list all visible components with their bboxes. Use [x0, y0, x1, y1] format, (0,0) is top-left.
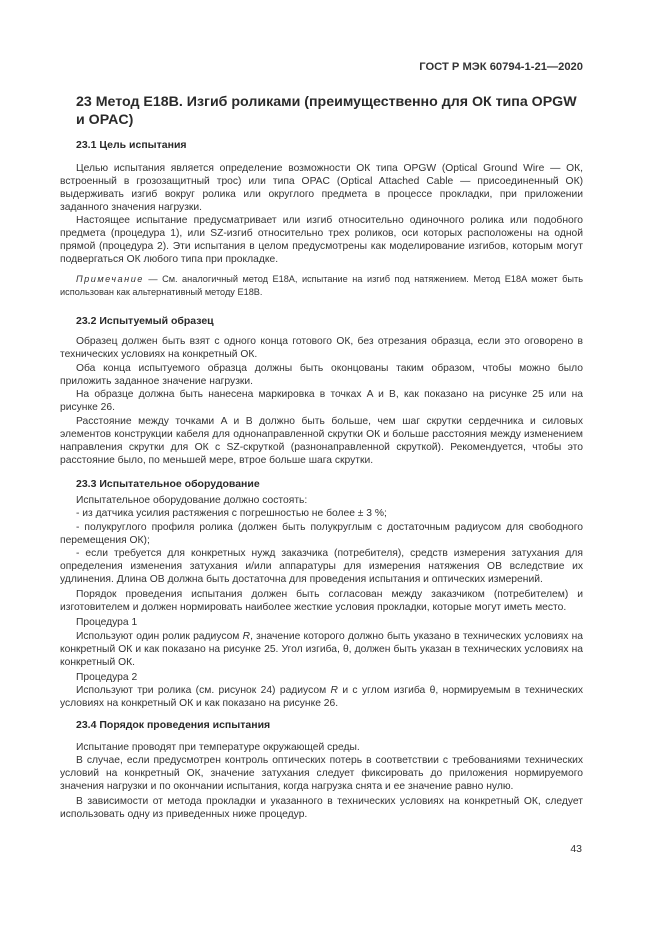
note-label: Примечание — [76, 274, 144, 284]
paragraph: Расстояние между точками A и B должно быть больше, чем шаг скрутки сердечника и силовых элементов конструкции кабеля для однонаправленной скрутки ОК и больше расстояния между изменением направления скрутки для ОК с SZ-скруткой (разнонаправленной скруткой). Рекомендуется, чтобы это расстояние было, по меньшей мере, втрое больше шага скрутки. — [60, 416, 583, 467]
paragraph: Образец должен быть взят с одного конца готового ОК, без отрезания образца, если это оговорено в технических условиях на конкретный ОК. — [60, 336, 583, 361]
list-item: - если требуется для конкретных нужд заказчика (потребителя), средств измерения затухания для определения изменения затухания и/или аппаратуры для измерения натяжения ОВ вследствие их удлинения. Длина ОВ должна быть достаточна для проведения испытания и оптических измерений. — [60, 548, 583, 586]
list-item: - полукруглого профиля ролика (должен быть полукруглым с достаточным радиусом для свободного перемещения ОК); — [60, 522, 583, 547]
procedure-2-label: Процедура 2 — [76, 672, 138, 683]
paragraph — [60, 684, 583, 710]
page-number: 43 — [570, 843, 582, 855]
section-title: 23 Метод E18B. Изгиб роликами (преимущественно для ОК типа OPGW и OPAC) — [76, 94, 577, 128]
paragraph: На образце должна быть нанесена маркировка в точках A и B, как показано на рисунке 25 или на рисунке 26. — [60, 389, 583, 414]
procedure-1-label: Процедура 1 — [76, 617, 138, 628]
subsection-heading-23-2: 23.2 Испытуемый образец — [76, 315, 214, 327]
radius-symbol: R — [242, 631, 251, 642]
paragraph: Испытательное оборудование должно состоять: — [76, 495, 308, 506]
document-header: ГОСТ Р МЭК 60794-1-21—2020 — [419, 61, 583, 73]
note-text: — См. аналогичный метод E18A, испытание на изгиб под натяжением. Метод E18A может быть использован как альтернативный методу E18B. — [60, 274, 583, 297]
subsection-heading-23-4: 23.4 Порядок проведения испытания — [76, 719, 271, 731]
paragraph — [60, 630, 583, 669]
paragraph: В зависимости от метода прокладки и указанного в технических условиях на конкретный ОК, следует использовать одну из приведенных ниже процедур. — [60, 796, 583, 821]
paragraph: Порядок проведения испытания должен быть согласован между заказчиком (потребителем) и изготовителем и должен нормировать наиболее жесткие условия прокладки, которые могут иметь место. — [60, 589, 583, 614]
paragraph: Целью испытания является определение возможности ОК типа OPGW (Optical Ground Wire — ОК, встроенный в грозозащитный трос) или типа OPAC (Optical Attached Cable — присоединенный ОК) выдерживать изгиб вокруг ролика или округлого предмета в процессе прокладки, при приложении заданного значения нагрузки. — [60, 163, 583, 214]
note — [60, 273, 583, 298]
radius-symbol: R — [330, 685, 338, 696]
subsection-heading-23-1: 23.1 Цель испытания — [76, 139, 187, 151]
text-run: , значение которого должно быть указано в технических условиях на конкретный ОК и как показано на рисунке 25. Угол изгиба, θ, должен быть указан в технических условиях на конкретный ОК. — [60, 631, 584, 669]
subsection-heading-23-3: 23.3 Испытательное оборудование — [76, 478, 260, 490]
text-run: и с углом изгиба θ, нормируемым в технических условиях на конкретный ОК и как показано на рисунке 26. — [60, 685, 583, 710]
text-run: Используют один ролик радиусом — [76, 631, 243, 642]
paragraph: В случае, если предусмотрен контроль оптических потерь в соответствии с требованиями технических условий на конкретный ОК, значение затухания следует фиксировать до приложения нормируемого значения нагрузки и по окончании испытания, когда нагрузка снята и ее значение равно нулю. — [60, 755, 583, 793]
paragraph: Испытание проводят при температуре окружающей среды. — [76, 742, 360, 753]
paragraph: Оба конца испытуемого образца должны быть оконцованы таким образом, чтобы можно было приложить заданное значение нагрузки. — [60, 363, 583, 388]
list-item: - из датчика усилия растяжения с погрешностью не более ± 3 %; — [76, 508, 387, 519]
text-run: Используют три ролика (см. рисунок 24) радиусом — [76, 685, 331, 696]
paragraph: Настоящее испытание предусматривает или изгиб относительно одиночного ролика или подобного предмета (процедура 1), или SZ-изгиб относительно трех роликов, оси которых расположены на одной прямой (процедура 2). Эти испытания в целом предусмотрены как моделирование изгибов, которым могут подвергаться ОК любого типа при прокладке. — [60, 215, 583, 266]
